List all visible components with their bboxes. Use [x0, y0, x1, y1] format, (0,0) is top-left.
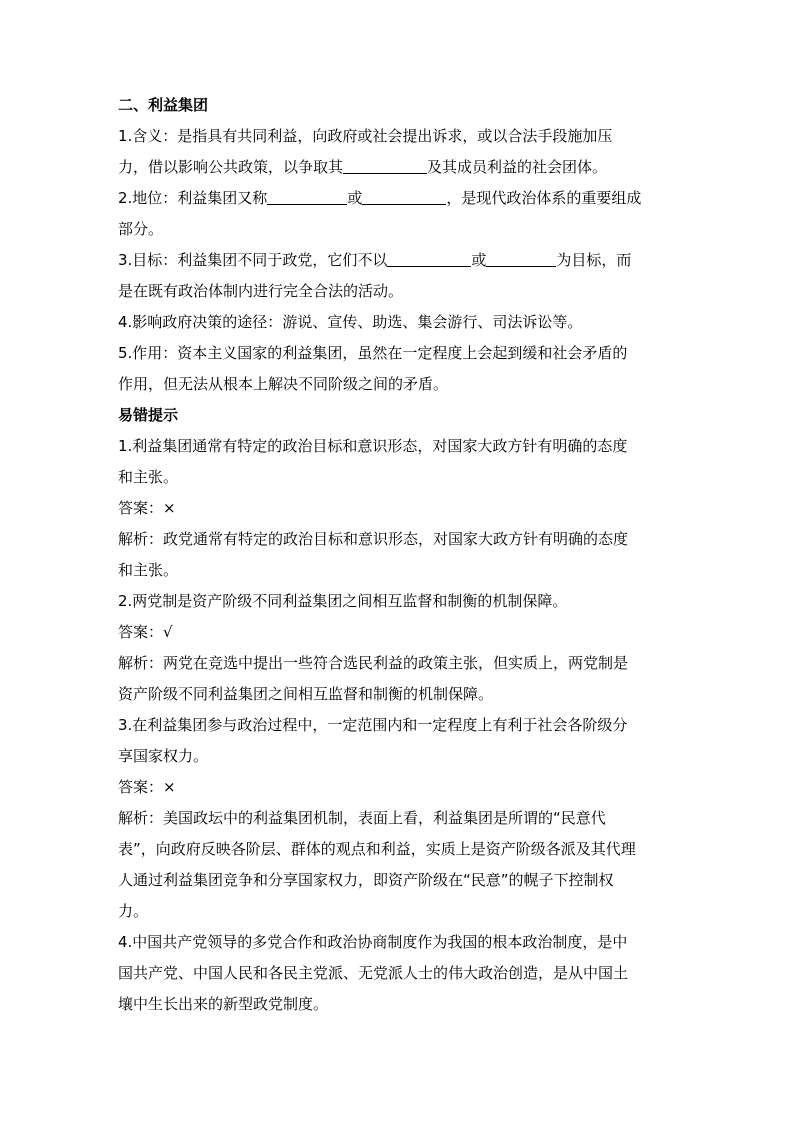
answer-line: 答案：√ — [118, 623, 173, 641]
fill-in-blank[interactable] — [387, 250, 471, 267]
fill-in-blank[interactable] — [486, 250, 556, 267]
text: ，是现代政治体系的重要组成 — [446, 189, 642, 207]
influence-line: 4.影响政府决策的途径：游说、宣传、助选、集会游行、司法诉讼等。 — [118, 313, 583, 331]
explanation-line: 表”，向政府反映各阶层、群体的观点和利益，实质上是资产阶级各派及其代理 — [118, 840, 636, 858]
goal-line — [118, 245, 678, 276]
explanation-line: 解析：政党通常有特定的政治目标和意识形态，对国家大政方针有明确的态度 — [118, 530, 629, 548]
fill-in-blank[interactable] — [267, 188, 347, 205]
role-line: 5.作用：资本主义国家的利益集团，虽然在一定程度上会起到缓和社会矛盾的 — [118, 344, 628, 362]
question-line: 和主张。 — [118, 468, 179, 486]
fill-in-blank[interactable] — [362, 188, 446, 205]
question-line: 2.两党制是资产阶级不同利益集团之间相互监督和制衡的机制保障。 — [118, 592, 568, 610]
text: 或 — [347, 189, 363, 207]
text: 为目标，而 — [556, 251, 632, 269]
explanation-line: 人通过利益集团竞争和分享国家权力，即资产阶级在“民意”的幌子下控制权 — [118, 871, 614, 889]
text: 部分。 — [118, 220, 164, 238]
question-line: 3.在利益集团参与政治过程中，一定范围内和一定程度上有利于社会各阶级分 — [118, 716, 628, 734]
text: 力，借以影响公共政策，以争取其 — [118, 158, 344, 176]
question-line: 4.中国共产党领导的多党合作和政治协商制度作为我国的根本政治制度，是中 — [118, 933, 628, 951]
status-line — [118, 183, 678, 214]
fill-in-blank[interactable] — [343, 157, 427, 174]
document-page — [118, 90, 678, 1020]
explanation-line: 解析：两党在竞选中提出一些符合选民利益的政策主张，但实质上，两党制是 — [118, 654, 629, 672]
answer-line: 答案：× — [118, 778, 176, 796]
answer-line: 答案：× — [118, 499, 176, 517]
text: 或 — [471, 251, 487, 269]
explanation-line: 力。 — [118, 902, 149, 920]
definition-line — [118, 121, 678, 152]
role-line: 作用，但无法从根本上解决不同阶级之间的矛盾。 — [118, 375, 449, 393]
tips-title: 易错提示 — [118, 406, 179, 424]
text: 3.目标：利益集团不同于政党，它们不以 — [118, 251, 388, 269]
text: 是在既有政治体制内进行完全合法的活动。 — [118, 282, 404, 300]
question-line: 1.利益集团通常有特定的政治目标和意识形态，对国家大政方针有明确的态度 — [118, 437, 628, 455]
question-line: 国共产党、中国人民和各民主党派、无党派人士的伟大政治创造，是从中国土 — [118, 964, 629, 982]
status-line — [118, 214, 678, 245]
explanation-line: 和主张。 — [118, 561, 179, 579]
text: 2.地位：利益集团又称 — [118, 189, 268, 207]
goal-line — [118, 276, 678, 307]
definition-line — [118, 152, 678, 183]
text: 1.含义：是指具有共同利益，向政府或社会提出诉求，或以合法手段施加压 — [118, 127, 613, 145]
section-title: 二、利益集团 — [118, 96, 209, 114]
text: 及其成员利益的社会团体。 — [427, 158, 608, 176]
question-line: 享国家权力。 — [118, 747, 209, 765]
explanation-line: 解析：美国政坛中的利益集团机制，表面上看，利益集团是所谓的“民意代 — [118, 809, 606, 827]
explanation-line: 资产阶级不同利益集团之间相互监督和制衡的机制保障。 — [118, 685, 494, 703]
question-line: 壤中生长出来的新型政党制度。 — [118, 995, 329, 1013]
